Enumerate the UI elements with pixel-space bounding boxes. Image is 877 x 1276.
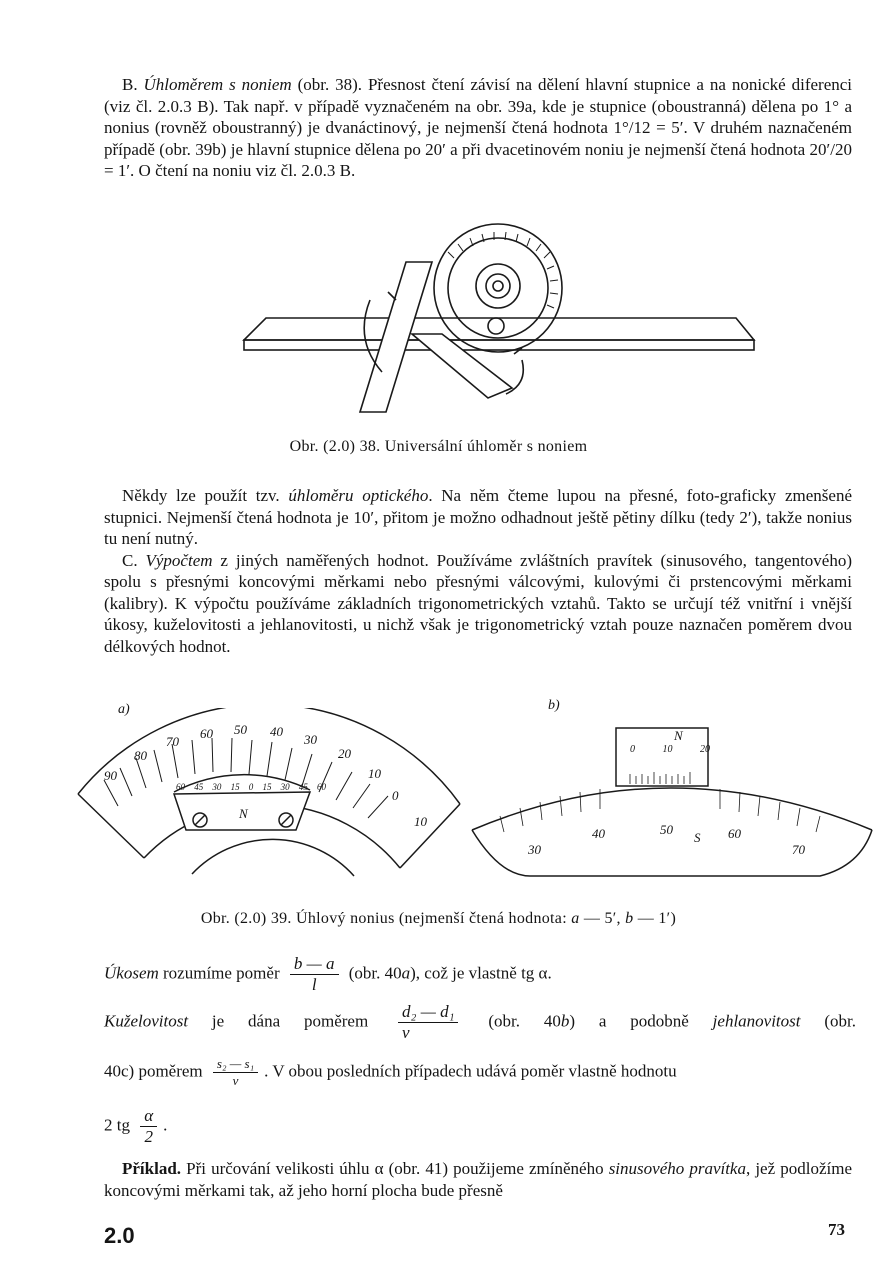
- section-b-term: Úhloměrem s noniem: [143, 75, 292, 94]
- ukos-after-2: ), což je vlastně tg α.: [410, 963, 552, 983]
- tg-denominator: 2: [144, 1127, 153, 1146]
- fig39a-n-label: N: [239, 806, 248, 821]
- fig39a-tick-60: 60: [200, 726, 213, 741]
- kuzel-line: [104, 1002, 856, 1043]
- fig39-caption-mid: — 5′,: [579, 910, 626, 927]
- fig39b-n-label: N: [674, 728, 683, 743]
- fig38-protractor-drawing: [236, 222, 756, 434]
- tg-numerator: α: [140, 1106, 157, 1127]
- fig39b-window-scale: [630, 744, 710, 755]
- kuzel2-start: 40c) poměrem: [104, 1061, 207, 1081]
- ukos-denominator: l: [311, 975, 317, 994]
- priklad-paragraph: [104, 1158, 852, 1201]
- fig39a-nonius-30b: 30: [280, 782, 290, 792]
- fig39a-nonius-45b: 45: [298, 782, 308, 792]
- kuzel-numerator: d₂ — d₁: [398, 1002, 458, 1023]
- ukos-line: [104, 954, 856, 995]
- ukos-before: rozumíme poměr: [158, 963, 284, 983]
- kuzel-end: (obr.: [800, 1011, 856, 1031]
- fig39-caption-b: b: [625, 910, 634, 927]
- fig38-hub: [476, 264, 520, 308]
- fig39a-tick-30: 30: [304, 732, 317, 747]
- fig39a-nonius-60: 60: [176, 782, 185, 792]
- fig39-caption-a: a: [571, 910, 580, 927]
- fig39a-tick-0: 0: [392, 788, 399, 803]
- footer-page-number: 73: [828, 1220, 845, 1239]
- kuzel2-denominator: v: [232, 1073, 239, 1088]
- priklad-term: sinusového pravítka: [608, 1159, 746, 1178]
- priklad-label: Příklad.: [122, 1159, 182, 1178]
- fig39b-tick-60: 60: [728, 826, 741, 841]
- section-c-term: Výpočtem: [145, 550, 213, 570]
- fig39a-tick-50: 50: [234, 722, 247, 737]
- kuzel-denominator: v: [402, 1023, 410, 1042]
- fig38-ruler-body: [244, 340, 754, 350]
- kuzel-before: je dána poměrem: [188, 1011, 393, 1031]
- section-b-paragraph: [104, 74, 852, 182]
- fig39a-nonius-15b: 15: [262, 782, 272, 792]
- fig39a-tick-10: 10: [368, 766, 381, 781]
- ukos-numerator: b — a: [290, 954, 339, 975]
- kuzel2-fraction: [213, 1056, 258, 1089]
- tg-tail: .: [163, 1115, 168, 1135]
- kuzel-term: Kuželovitost: [104, 1011, 189, 1031]
- fig39a-tick-80: 80: [134, 748, 147, 763]
- fig39b-tick-30: 30: [528, 842, 541, 857]
- section-b-text: (obr. 38). Přesnost čtení závisí na dělení hlavní stupnice a na nonické diferenci (viz čl. 2.0.3 B). Tak např. v případě vyznačeném na obr. 39a, kde je stupnice (oboustranná) dělena po 1° a nonius (rovněž oboustranný) je dvanáctinový, je nejmenší čtená hodnota 1°/12 = 5′. V druhém naznačeném případě (obr. 39b) je hlavní stupnice dělena po 20′ a při dvacetinovém noniu je nejmenší čtená hodnota 20′/20 = 1′. O čtení na noniu viz čl. 2.0.3 B.: [104, 75, 853, 180]
- fig39b-window-20: 20: [700, 744, 710, 755]
- tg-line: [104, 1106, 856, 1147]
- fig39-caption-prefix: Obr. (2.0) 39. Úhlový nonius (nejmenší čtená hodnota:: [200, 910, 572, 927]
- fig39b-window-10: 10: [662, 744, 673, 755]
- ukos-term: Úkosem: [104, 963, 159, 983]
- fig39a-nonius-15: 15: [230, 782, 240, 792]
- optical-term: úhloměru optického: [288, 486, 429, 505]
- fig39a-nonius-45: 45: [194, 782, 204, 792]
- tg-fraction: [140, 1106, 157, 1147]
- fig39a-tick-90: 90: [104, 768, 117, 783]
- ukos-fraction: [290, 954, 339, 995]
- footer-section-number: 2.0: [104, 1223, 135, 1248]
- fig39b-tick-40: 40: [592, 826, 605, 841]
- optical-before: Někdy lze použít tzv.: [122, 486, 289, 505]
- kuzel2-numerator: s₂ — s₁: [213, 1056, 258, 1073]
- fig39b-window-0: 0: [630, 744, 635, 755]
- fig39-caption: [0, 910, 877, 928]
- ukos-after-1: (obr. 40: [344, 963, 402, 983]
- fig38-arm: [412, 334, 512, 398]
- optical-paragraph: [104, 485, 852, 657]
- fig39a-inner-arc: [192, 839, 354, 876]
- fig39a-tick-20: 20: [338, 746, 351, 761]
- kuzel-fraction: [398, 1002, 458, 1043]
- kuzel-mid-1: (obr. 40: [464, 1011, 561, 1031]
- fig38-lock-screw: [488, 318, 504, 334]
- fig39a-nonius-0: 0: [248, 782, 254, 792]
- fig39b-tick-50: 50: [660, 822, 673, 837]
- section-c-lead: C.: [122, 550, 146, 570]
- priklad-text-2: , jež podložíme koncovými měrkami tak, až jeho horní plocha bude přesně: [104, 1159, 852, 1200]
- fig39a-tick-40: 40: [270, 724, 283, 739]
- ukos-after-ref: a: [401, 963, 411, 983]
- section-b-lead: B.: [122, 75, 144, 94]
- fig38-caption: Obr. (2.0) 38. Universální úhloměr s noniem: [289, 438, 588, 455]
- fig39a-tick-10b: 10: [414, 814, 427, 829]
- fig38-ruler-top: [244, 318, 754, 340]
- fig39b-tick-70: 70: [792, 842, 805, 857]
- tg-lead: 2 tg: [104, 1115, 135, 1135]
- kuzel2-after: . V obou posledních případech udává poměr vlastně hodnotu: [264, 1061, 677, 1081]
- kuzel2-line: [104, 1056, 856, 1089]
- fig39a-tick-70: 70: [166, 734, 179, 749]
- optical-after: . Na něm čteme lupou na přesné, foto-graficky zmenšené stupnici. Nejmenší čtená hodnota je 10′, přitom je možno odhadnout ještě pětiny dílku (tedy 2′), takže nonius tu není nutný.: [104, 486, 852, 548]
- fig39a-nonius-60b: 60: [317, 782, 326, 792]
- kuzel-term2: jehlanovitost: [712, 1011, 801, 1031]
- fig39a-nonius-drawing: [74, 708, 464, 894]
- fig39a-nonius-scale: [176, 782, 326, 792]
- section-c-text: z jiných naměřených hodnot. Používáme zvláštních pravítek (sinusového, tangentového) spolu s přesnými koncovými měrkami nebo přesnými válcovými, kulovými či prstencovými měrkami (kalibry). K výpočtu používáme základních trigonometrických vztahů. Takto se určují též vnitřní i vnější úkosy, kuželovitosti a jehlanovitosti, u nichž však je trigonometrický vztah pouze naznačen poměrem dvou délkových hodnot.: [104, 550, 853, 656]
- fig39-label-a: a): [118, 702, 130, 717]
- fig39-caption-end: — 1′): [633, 910, 677, 927]
- kuzel-mid-2: ) a podobně: [569, 1011, 713, 1031]
- fig39b-s-label: S: [694, 830, 701, 845]
- kuzel-mid-ref: b: [560, 1011, 570, 1031]
- fig39-label-b: b): [548, 698, 560, 713]
- priklad-text-1: Při určování velikosti úhlu α (obr. 41) použijeme zmíněného: [181, 1159, 609, 1178]
- fig39a-nonius-30: 30: [212, 782, 222, 792]
